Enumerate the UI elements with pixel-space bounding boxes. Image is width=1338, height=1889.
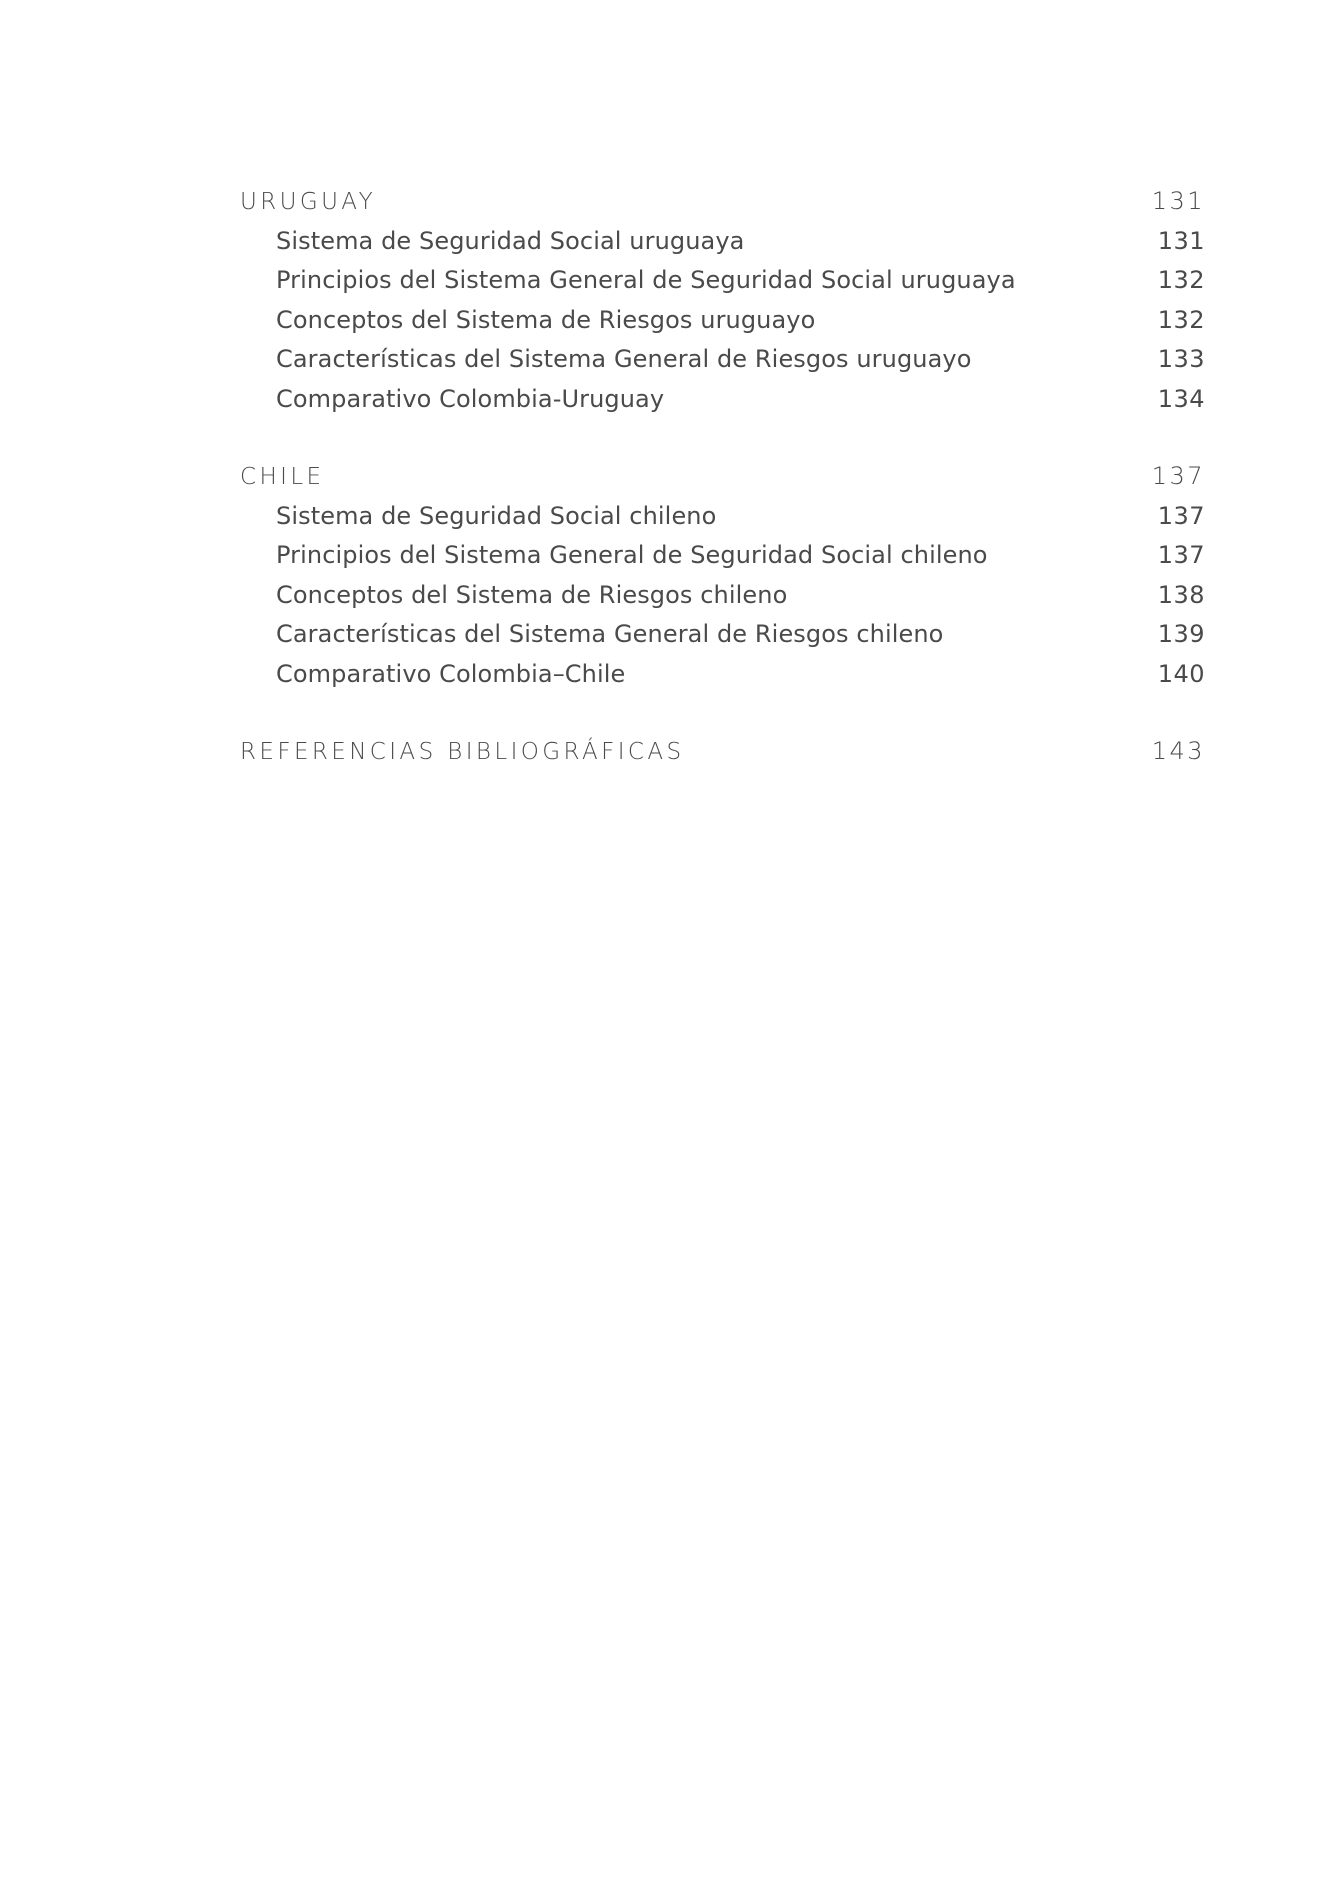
toc-heading[interactable] [240,457,1205,497]
toc-heading-title: URUGUAY [240,189,377,215]
toc-section-chile [240,457,1205,694]
toc-entry[interactable] [240,301,1205,341]
toc-heading-title: REFERENCIAS BIBLIOGRÁFICAS [240,739,685,765]
toc-entry-label: Sistema de Seguridad Social chileno [276,501,717,530]
toc-entry[interactable] [240,536,1205,576]
toc-entry[interactable] [240,261,1205,301]
toc-heading-title: CHILE [240,464,325,490]
toc-entry-page: 133 [1157,345,1205,373]
toc-heading[interactable] [240,732,1205,772]
toc-entry[interactable] [240,655,1205,695]
toc-entry-page: 134 [1157,384,1205,413]
toc-entry-label: Características del Sistema General de Riesgos uruguayo [276,345,972,373]
toc-entry[interactable] [240,576,1205,616]
toc-entry-label: Comparativo Colombia-Uruguay [276,384,665,413]
toc-entry-page: 137 [1157,541,1205,569]
toc-entry-label: Comparativo Colombia–Chile [276,659,626,688]
toc-entry-page: 137 [1157,501,1205,530]
toc-entry[interactable] [240,497,1205,537]
toc-heading-page: 143 [1151,737,1205,765]
toc-heading[interactable] [240,182,1205,222]
toc-entry-page: 140 [1157,659,1205,688]
toc-entry-page: 139 [1157,620,1205,648]
toc-entry-label: Principios del Sistema General de Seguridad Social uruguaya [276,266,1016,294]
toc-section-uruguay [240,182,1205,419]
toc-entry-label: Principios del Sistema General de Seguridad Social chileno [276,541,988,569]
toc-heading-page: 131 [1151,187,1205,215]
toc-entry[interactable] [240,222,1205,262]
toc-entry-label: Conceptos del Sistema de Riesgos chileno [276,580,788,609]
toc-entry-page: 131 [1157,226,1205,255]
toc-entry-label: Conceptos del Sistema de Riesgos uruguayo [276,305,816,334]
toc-entry-label: Sistema de Seguridad Social uruguaya [276,226,745,255]
table-of-contents [240,182,1205,810]
toc-entry-page: 132 [1157,305,1205,334]
toc-entry-page: 132 [1157,266,1205,294]
toc-section-references [240,732,1205,772]
toc-heading-page: 137 [1151,462,1205,490]
toc-entry[interactable] [240,380,1205,420]
toc-entry[interactable] [240,340,1205,380]
toc-entry-page: 138 [1157,580,1205,609]
toc-entry-label: Características del Sistema General de Riesgos chileno [276,620,944,648]
toc-entry[interactable] [240,615,1205,655]
